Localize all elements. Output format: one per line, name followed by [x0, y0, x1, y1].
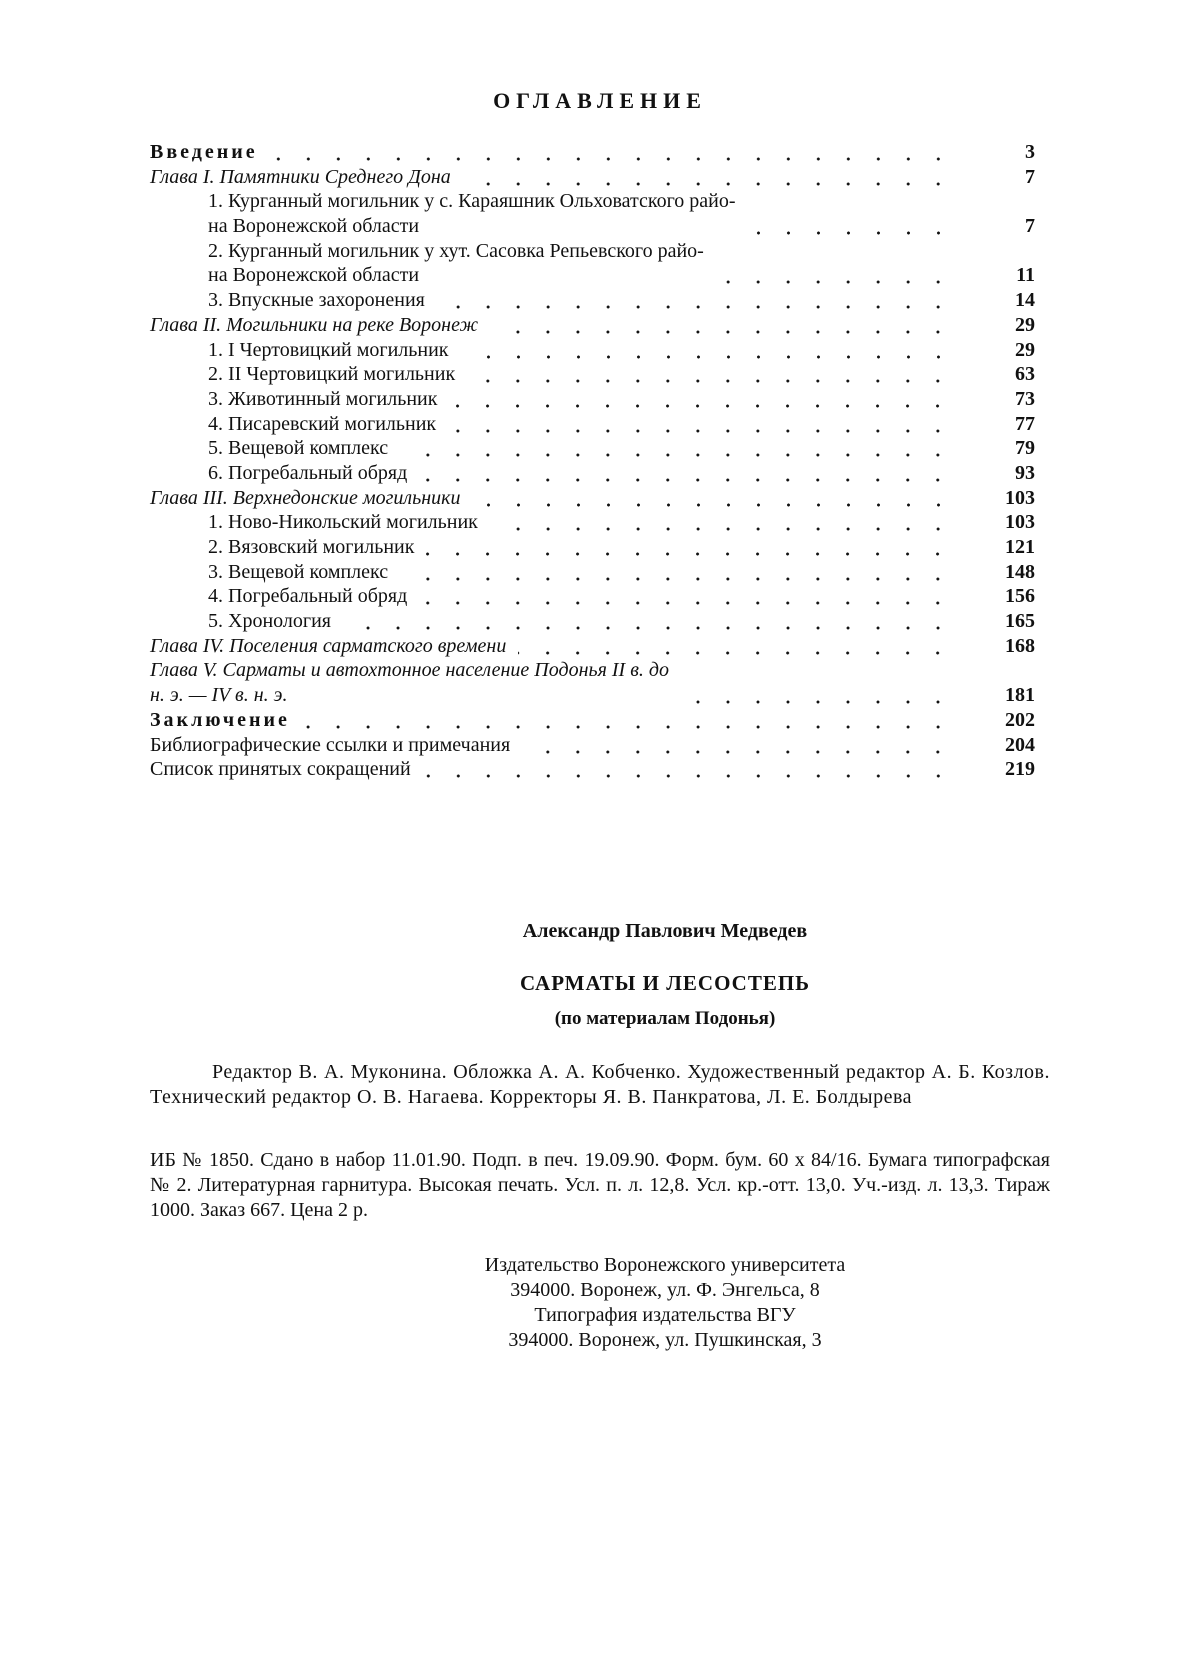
- toc-dot-leader: [463, 165, 953, 190]
- toc-dot-leader: [467, 362, 953, 387]
- toc-entry: [150, 338, 1035, 363]
- toc-entry: [150, 658, 1035, 707]
- toc-dot-leader: [490, 313, 953, 338]
- editorial-credits: Редактор В. А. Муконина. Обложка А. А. Кобченко. Художественный редактор А. Б. Козлов. Технический редактор О. В. Нагаева. Корректоры Я. В. Панкратова, Л. Е. Болдырева: [150, 1061, 1050, 1108]
- toc-entry-title: Глава II. Могильники на реке Воронеж: [150, 313, 479, 336]
- toc-page-number: 29: [1015, 313, 1035, 336]
- toc-entry: [150, 313, 1035, 338]
- toc-entry: [150, 140, 1035, 165]
- toc-entry-title: 6. Погребальный обряд: [208, 461, 408, 484]
- toc-dot-leader: [448, 412, 953, 437]
- toc-entry: [150, 461, 1035, 486]
- toc-dot-leader: [419, 584, 953, 609]
- toc-entry: [150, 486, 1035, 511]
- toc-dot-leader: [716, 263, 953, 288]
- toc-entry: [150, 165, 1035, 190]
- toc-page-number: 103: [1005, 486, 1035, 509]
- toc-entry: [150, 387, 1035, 412]
- publisher-line: 394000. Воронеж, ул. Пушкинская, 3: [508, 1329, 822, 1351]
- toc-page-number: 168: [1005, 634, 1035, 657]
- toc-dot-leader: [343, 609, 953, 634]
- toc-dot-leader: [400, 560, 953, 585]
- toc-page-number: 73: [1015, 387, 1035, 410]
- toc-dot-leader: [437, 288, 953, 313]
- toc-entry: [150, 609, 1035, 634]
- toc-entry: [150, 584, 1035, 609]
- toc-entry: [150, 362, 1035, 387]
- toc-page-number: 29: [1015, 338, 1035, 361]
- technical-details: ИБ № 1850. Сдано в набор 11.01.90. Подп. в печ. 19.09.90. Форм. бум. 60 х 84/16. Бумага типографская № 2. Литературная гарнитура. Высокая печать. Усл. п. л. 12,8. Усл. кр.-отт. 13,0. Уч.-изд. л. 13,3. Тираж 1000. Заказ 667. Цена 2 р.: [150, 1149, 1050, 1221]
- toc-page-number: 103: [1005, 511, 1035, 534]
- toc-entry-title: Заключение: [150, 708, 290, 731]
- table-of-contents: [150, 140, 1035, 782]
- imprint: [150, 920, 1050, 1353]
- toc-entry: [150, 560, 1035, 585]
- toc-entry-title: 1. Ново-Никольский могильник: [208, 511, 478, 534]
- publisher-line: Издательство Воронежского университета: [484, 1254, 846, 1276]
- toc-page-number: 7: [1025, 215, 1035, 238]
- toc-entry: [150, 634, 1035, 659]
- toc-entry: [150, 535, 1035, 560]
- toc-page-number: 202: [1005, 708, 1035, 731]
- toc-entry: [150, 239, 1035, 288]
- toc-page-number: 156: [1005, 585, 1035, 608]
- toc-entry-title: Глава V. Сарматы и автохтонное население Подонья II в. до н. э. — IV в. н. э.: [150, 659, 670, 707]
- toc-entry: [150, 189, 1035, 238]
- toc-entry: [150, 510, 1035, 535]
- toc-entry: [150, 708, 1035, 733]
- toc-entry-title: 5. Хронология: [208, 610, 331, 633]
- toc-page-number: 148: [1005, 560, 1035, 583]
- toc-entry-title: Глава I. Памятники Среднего Дона: [150, 165, 451, 188]
- toc-entry-title: Глава IV. Поселения сарматского времени: [150, 634, 507, 657]
- toc-entry-title: 2. II Чертовицкий могильник: [208, 363, 456, 386]
- toc-page-number: 181: [1005, 684, 1035, 707]
- toc-entry-title: Библиографические ссылки и примечания: [150, 733, 511, 756]
- toc-page-number: 11: [1016, 264, 1035, 287]
- toc-page-number: 219: [1005, 758, 1035, 781]
- toc-entry-title: Список принятых сокращений: [150, 758, 411, 781]
- toc-dot-leader: [461, 338, 953, 363]
- toc-dot-leader: [302, 708, 953, 733]
- toc-dot-leader: [490, 510, 953, 535]
- toc-page-number: 63: [1015, 363, 1035, 386]
- toc-dot-leader: [681, 683, 953, 708]
- toc-entry-title: 3. Животинный могильник: [208, 387, 438, 410]
- toc-dot-leader: [522, 733, 953, 758]
- toc-entry-title: Введение: [150, 141, 258, 163]
- toc-entry-title: 2. Курганный могильник у хут. Сасовка Репьевского райо- на Воронежской области: [208, 239, 704, 287]
- publisher-block: [280, 1253, 1050, 1353]
- toc-entry-title: Глава III. Верхнедонские могильники: [150, 486, 461, 509]
- publisher-line: 394000. Воронеж, ул. Ф. Энгельса, 8: [510, 1279, 820, 1301]
- page-title: ОГЛАВЛЕНИЕ: [493, 88, 707, 113]
- toc-page-number: 77: [1015, 412, 1035, 435]
- toc-page-number: 165: [1005, 610, 1035, 633]
- toc-entry: [150, 288, 1035, 313]
- author-name: Александр Павлович Медведев: [522, 920, 808, 942]
- toc-dot-leader: [270, 140, 953, 165]
- toc-entry: [150, 436, 1035, 461]
- toc-page-number: 121: [1005, 536, 1035, 559]
- toc-dot-leader: [426, 535, 953, 560]
- toc-entry-title: 3. Впускные захоронения: [208, 289, 425, 312]
- toc-page-number: 93: [1015, 461, 1035, 484]
- toc-dot-leader: [473, 486, 954, 511]
- toc-entry: [150, 412, 1035, 437]
- toc-entry-title: 3. Вещевой комплекс: [208, 560, 389, 583]
- toc-dot-leader: [419, 461, 953, 486]
- toc-entry-title: 5. Вещевой комплекс: [208, 437, 389, 460]
- toc-page-number: 7: [1025, 165, 1035, 188]
- toc-dot-leader: [449, 387, 953, 412]
- book-subtitle: (по материалам Подонья): [554, 1008, 776, 1029]
- toc-page-number: 79: [1015, 437, 1035, 460]
- toc-entry-title: 2. Вязовский могильник: [208, 536, 415, 559]
- toc-entry: [150, 757, 1035, 782]
- book-title: САРМАТЫ И ЛЕСОСТЕПЬ: [519, 971, 811, 995]
- toc-entry-title: 4. Писаревский могильник: [208, 412, 437, 435]
- toc-dot-leader: [748, 214, 953, 239]
- toc-dot-leader: [423, 757, 953, 782]
- publisher-line: Типография издательства ВГУ: [534, 1304, 796, 1326]
- toc-entry: [150, 733, 1035, 758]
- toc-page-number: 14: [1015, 289, 1035, 312]
- toc-dot-leader: [518, 634, 953, 659]
- toc-entry-title: 1. Курганный могильник у с. Караяшник Ольховатского райо- на Воронежской области: [208, 190, 736, 238]
- toc-page-number: 3: [1025, 140, 1035, 163]
- toc-entry-title: 1. I Чертовицкий могильник: [208, 338, 449, 361]
- toc-dot-leader: [400, 436, 953, 461]
- toc-entry-title: 4. Погребальный обряд: [208, 585, 408, 608]
- toc-page-number: 204: [1005, 733, 1035, 756]
